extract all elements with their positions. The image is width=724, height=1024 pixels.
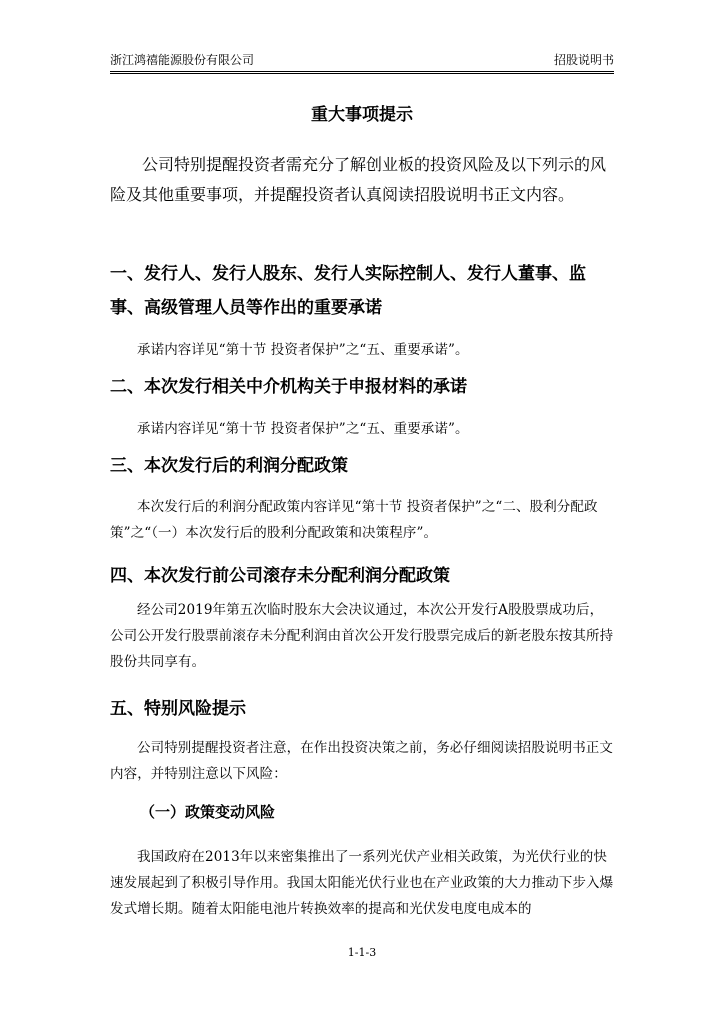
section-heading: 二、本次发行相关中介机构关于申报材料的承诺 bbox=[110, 377, 467, 397]
page-header bbox=[110, 50, 614, 70]
intro-paragraph: 公司特别提醒投资者需充分了解创业板的投资风险及以下列示的风险及其他重要事项，并提醒投资者认真阅读招股说明书正文内容。 bbox=[110, 155, 607, 204]
section-heading: 四、本次发行前公司滚存未分配利润分配政策 bbox=[110, 566, 450, 586]
section-3-body bbox=[110, 494, 614, 546]
section-paragraph: 承诺内容详见“第十节 投资者保护”之“五、重要承诺”。 bbox=[137, 421, 469, 437]
section-paragraph: 公司特别提醒投资者注意，在作出投资决策之前，务必仔细阅读招股说明书正文内容，并特别注意以下风险： bbox=[110, 740, 613, 782]
section-heading: 一、发行人、发行人股东、发行人实际控制人、发行人董事、监事、高级管理人员等作出的重要承诺 bbox=[110, 264, 586, 318]
header-document-type: 招股说明书 bbox=[553, 53, 614, 67]
section-4 bbox=[110, 559, 614, 593]
section-heading: 五、特别风险提示 bbox=[110, 699, 246, 719]
page-number: 1-1-3 bbox=[347, 946, 377, 959]
subsection-paragraph: 我国政府在2013年以来密集推出了一系列光伏产业相关政策，为光伏行业的快速发展起到了积极引导作用。我国太阳能光伏行业也在产业政策的大力推动下步入爆发式增长期。随着太阳能电池片转换效率的提高和光伏发电度电成本的 bbox=[110, 849, 614, 917]
section-5 bbox=[110, 692, 614, 726]
section-paragraph: 承诺内容详见“第十节 投资者保护”之“五、重要承诺”。 bbox=[137, 342, 469, 358]
section-paragraph: 经公司2019年第五次临时股东大会决议通过，本次公开发行A股股票成功后，公司公开发行股票前滚存未分配利润由首次公开发行股票完成后的新老股东按其所持股份共同享有。 bbox=[110, 602, 614, 670]
section-2 bbox=[110, 370, 614, 404]
header-company-name: 浙江鸿禧能源股份有限公司 bbox=[110, 53, 255, 67]
section-1 bbox=[110, 257, 614, 325]
section-paragraph: 本次发行后的利润分配政策内容详见“第十节 投资者保护”之“二、股利分配政策”之“（一）本次发行后的股利分配政策和决策程序”。 bbox=[110, 499, 598, 541]
page-title: 重大事项提示 bbox=[311, 105, 413, 125]
header-rule-bottom bbox=[110, 73, 614, 74]
section-2-body bbox=[110, 416, 614, 442]
header-rule-top bbox=[110, 71, 614, 72]
subsection bbox=[110, 799, 614, 825]
section-heading: 三、本次发行后的利润分配政策 bbox=[110, 456, 348, 476]
section-5-body bbox=[110, 735, 614, 787]
subsection-heading: （一）政策变动风险 bbox=[140, 803, 276, 821]
subsection-body bbox=[110, 844, 614, 922]
section-3 bbox=[110, 449, 614, 483]
section-1-body bbox=[110, 337, 614, 363]
section-4-body bbox=[110, 597, 614, 675]
